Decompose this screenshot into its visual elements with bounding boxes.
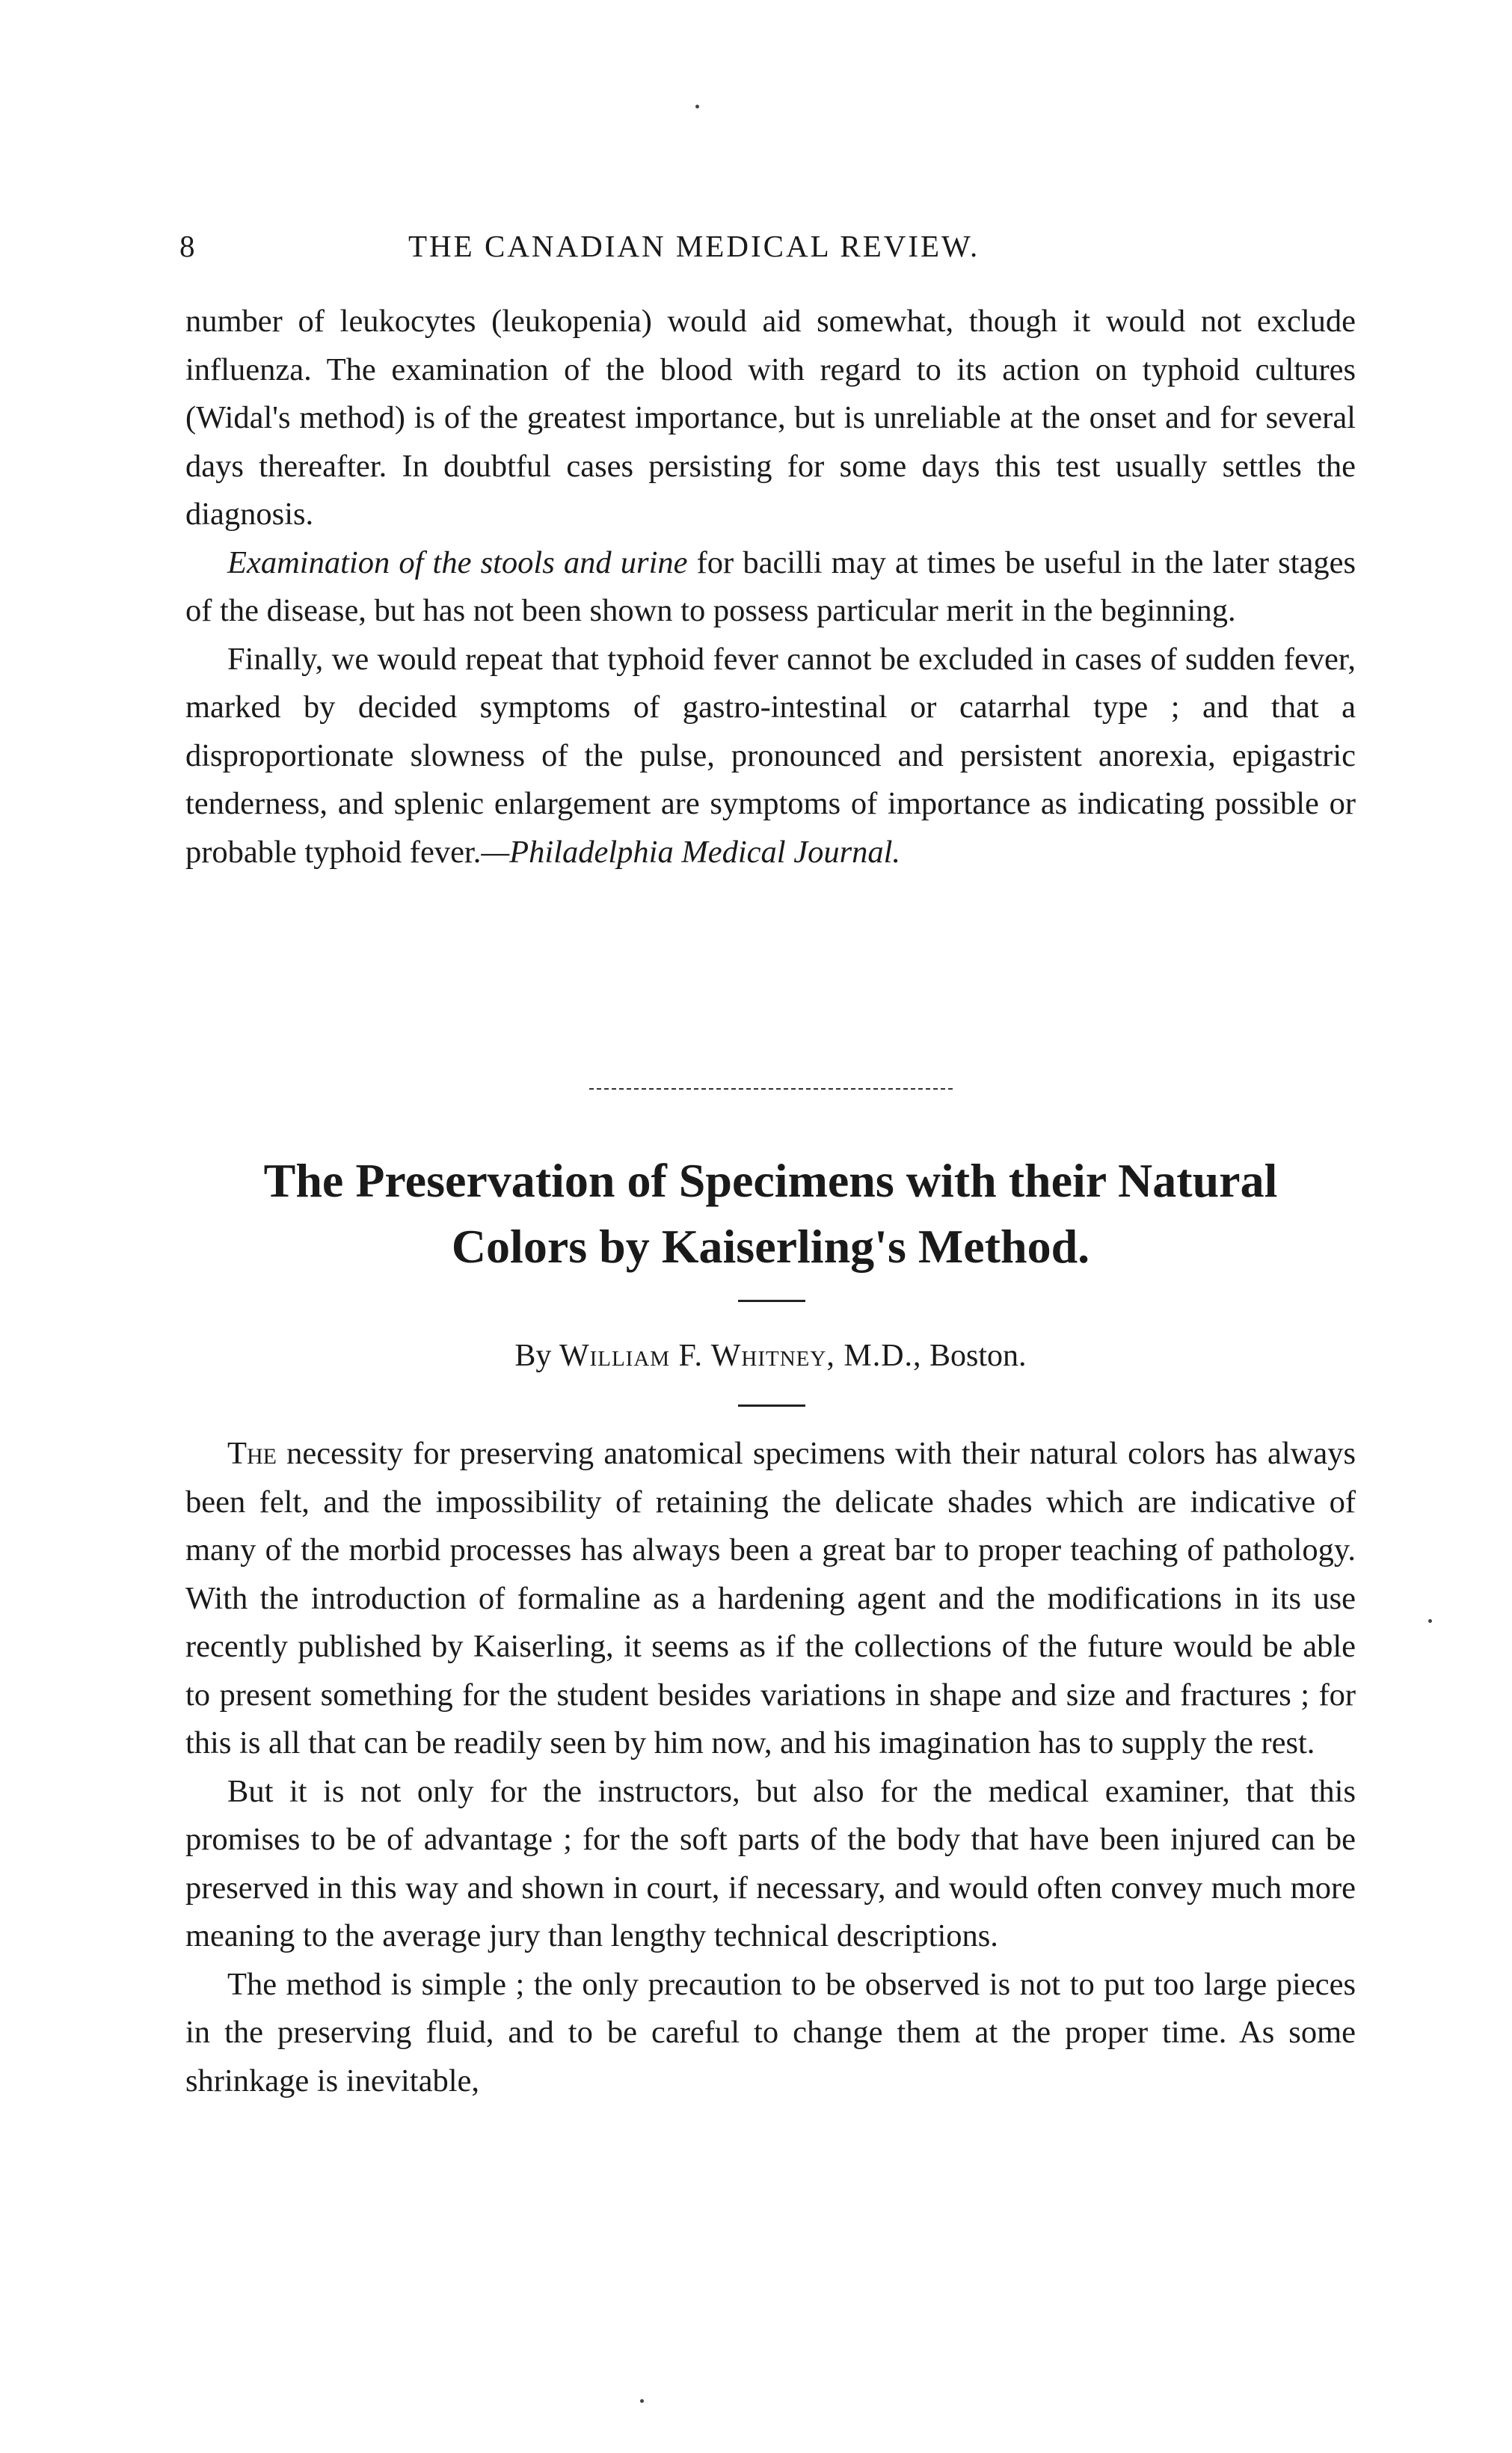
title-rule [738, 1300, 805, 1302]
author-location: Boston. [929, 1339, 1027, 1373]
paragraph-stools-urine [185, 539, 1356, 636]
paragraph-conclusion [185, 636, 1356, 877]
lead-word: The [227, 1436, 277, 1471]
paragraph-text: necessity for preserving anatomical specimens with their natural colors has always been felt, and the impossibility of retaining the delicate shades which are indicative of many of the morbid processes has always been a great bar to proper teaching of pathology. With the introduction of formaline as a hardening agent and the modifications in its use recently published by Kaiserling, it seems as if the collections of the future would be able to present something for the student besides variations in shape and size and fractures ; for this is all that can be readily seen by him now, and his imagination has to supply the rest. [185, 1436, 1356, 1760]
paragraph-text: for bacilli may at times be useful in the later stages of the disease, but has not been shown to possess particular merit in the beginning. [185, 544, 1356, 628]
article-title [185, 1148, 1356, 1280]
italic-phrase: Examination of the stools and urine [227, 544, 688, 580]
previous-article-ending [185, 298, 1356, 876]
journal-title: THE CANADIAN MEDICAL REVIEW. [408, 229, 980, 263]
title-line-1: The Preservation of Specimens with their Natural [263, 1154, 1278, 1207]
paragraph-blood-examination: number of leukocytes (leukopenia) would aid somewhat, though it would not exclude influenza. The examination of the blood with regard to its action on typhoid cultures (Widal's method) is of the greatest importance, but is unreliable at the onset and for several days thereafter. In doubtful cases persisting for some days this test usually settles the diagnosis. [185, 304, 1356, 532]
author-name: William F. Whitney, M.D., [559, 1339, 922, 1373]
paragraph-method: The method is simple ; the only precaution to be observed is not to put too large pieces in the preserving fluid, and to be careful to change them at the proper time. As some shrinkage is inevitable, [185, 1966, 1356, 2099]
page-number: 8 [179, 229, 197, 263]
paragraph-medical-examiner: But it is not only for the instructors, but also for the medical examiner, that this promises to be of advantage ; for the soft parts of the body that have been injured can be preserved in this way and shown in court, if necessary, and would often convey much more meaning to the average jury than lengthy technical descriptions. [185, 1773, 1356, 1953]
byline-by: By [514, 1339, 552, 1373]
byline-rule [738, 1404, 805, 1407]
article-body [185, 1430, 1356, 2105]
title-line-2: Colors by Kaiserling's Method. [451, 1220, 1090, 1273]
paragraph-text: Finally, we would repeat that typhoid fever cannot be excluded in cases of sudden fever, marked by decided symptoms of gastro-intestinal or catarrhal type ; and that a disproportionate slowness of the pulse, pronounced and persistent anorexia, epigastric tenderness, and splenic enlargement are symptoms of importance as indicating possible or probable typhoid fever. [185, 641, 1356, 870]
speck-mark [695, 105, 699, 108]
byline [185, 1333, 1356, 1378]
speck-mark [640, 2399, 644, 2403]
source-citation: —Philadelphia Medical Journal. [481, 834, 901, 870]
margin-mark [1428, 1619, 1432, 1623]
paragraph-intro [185, 1430, 1356, 1768]
section-divider [589, 1088, 953, 1090]
